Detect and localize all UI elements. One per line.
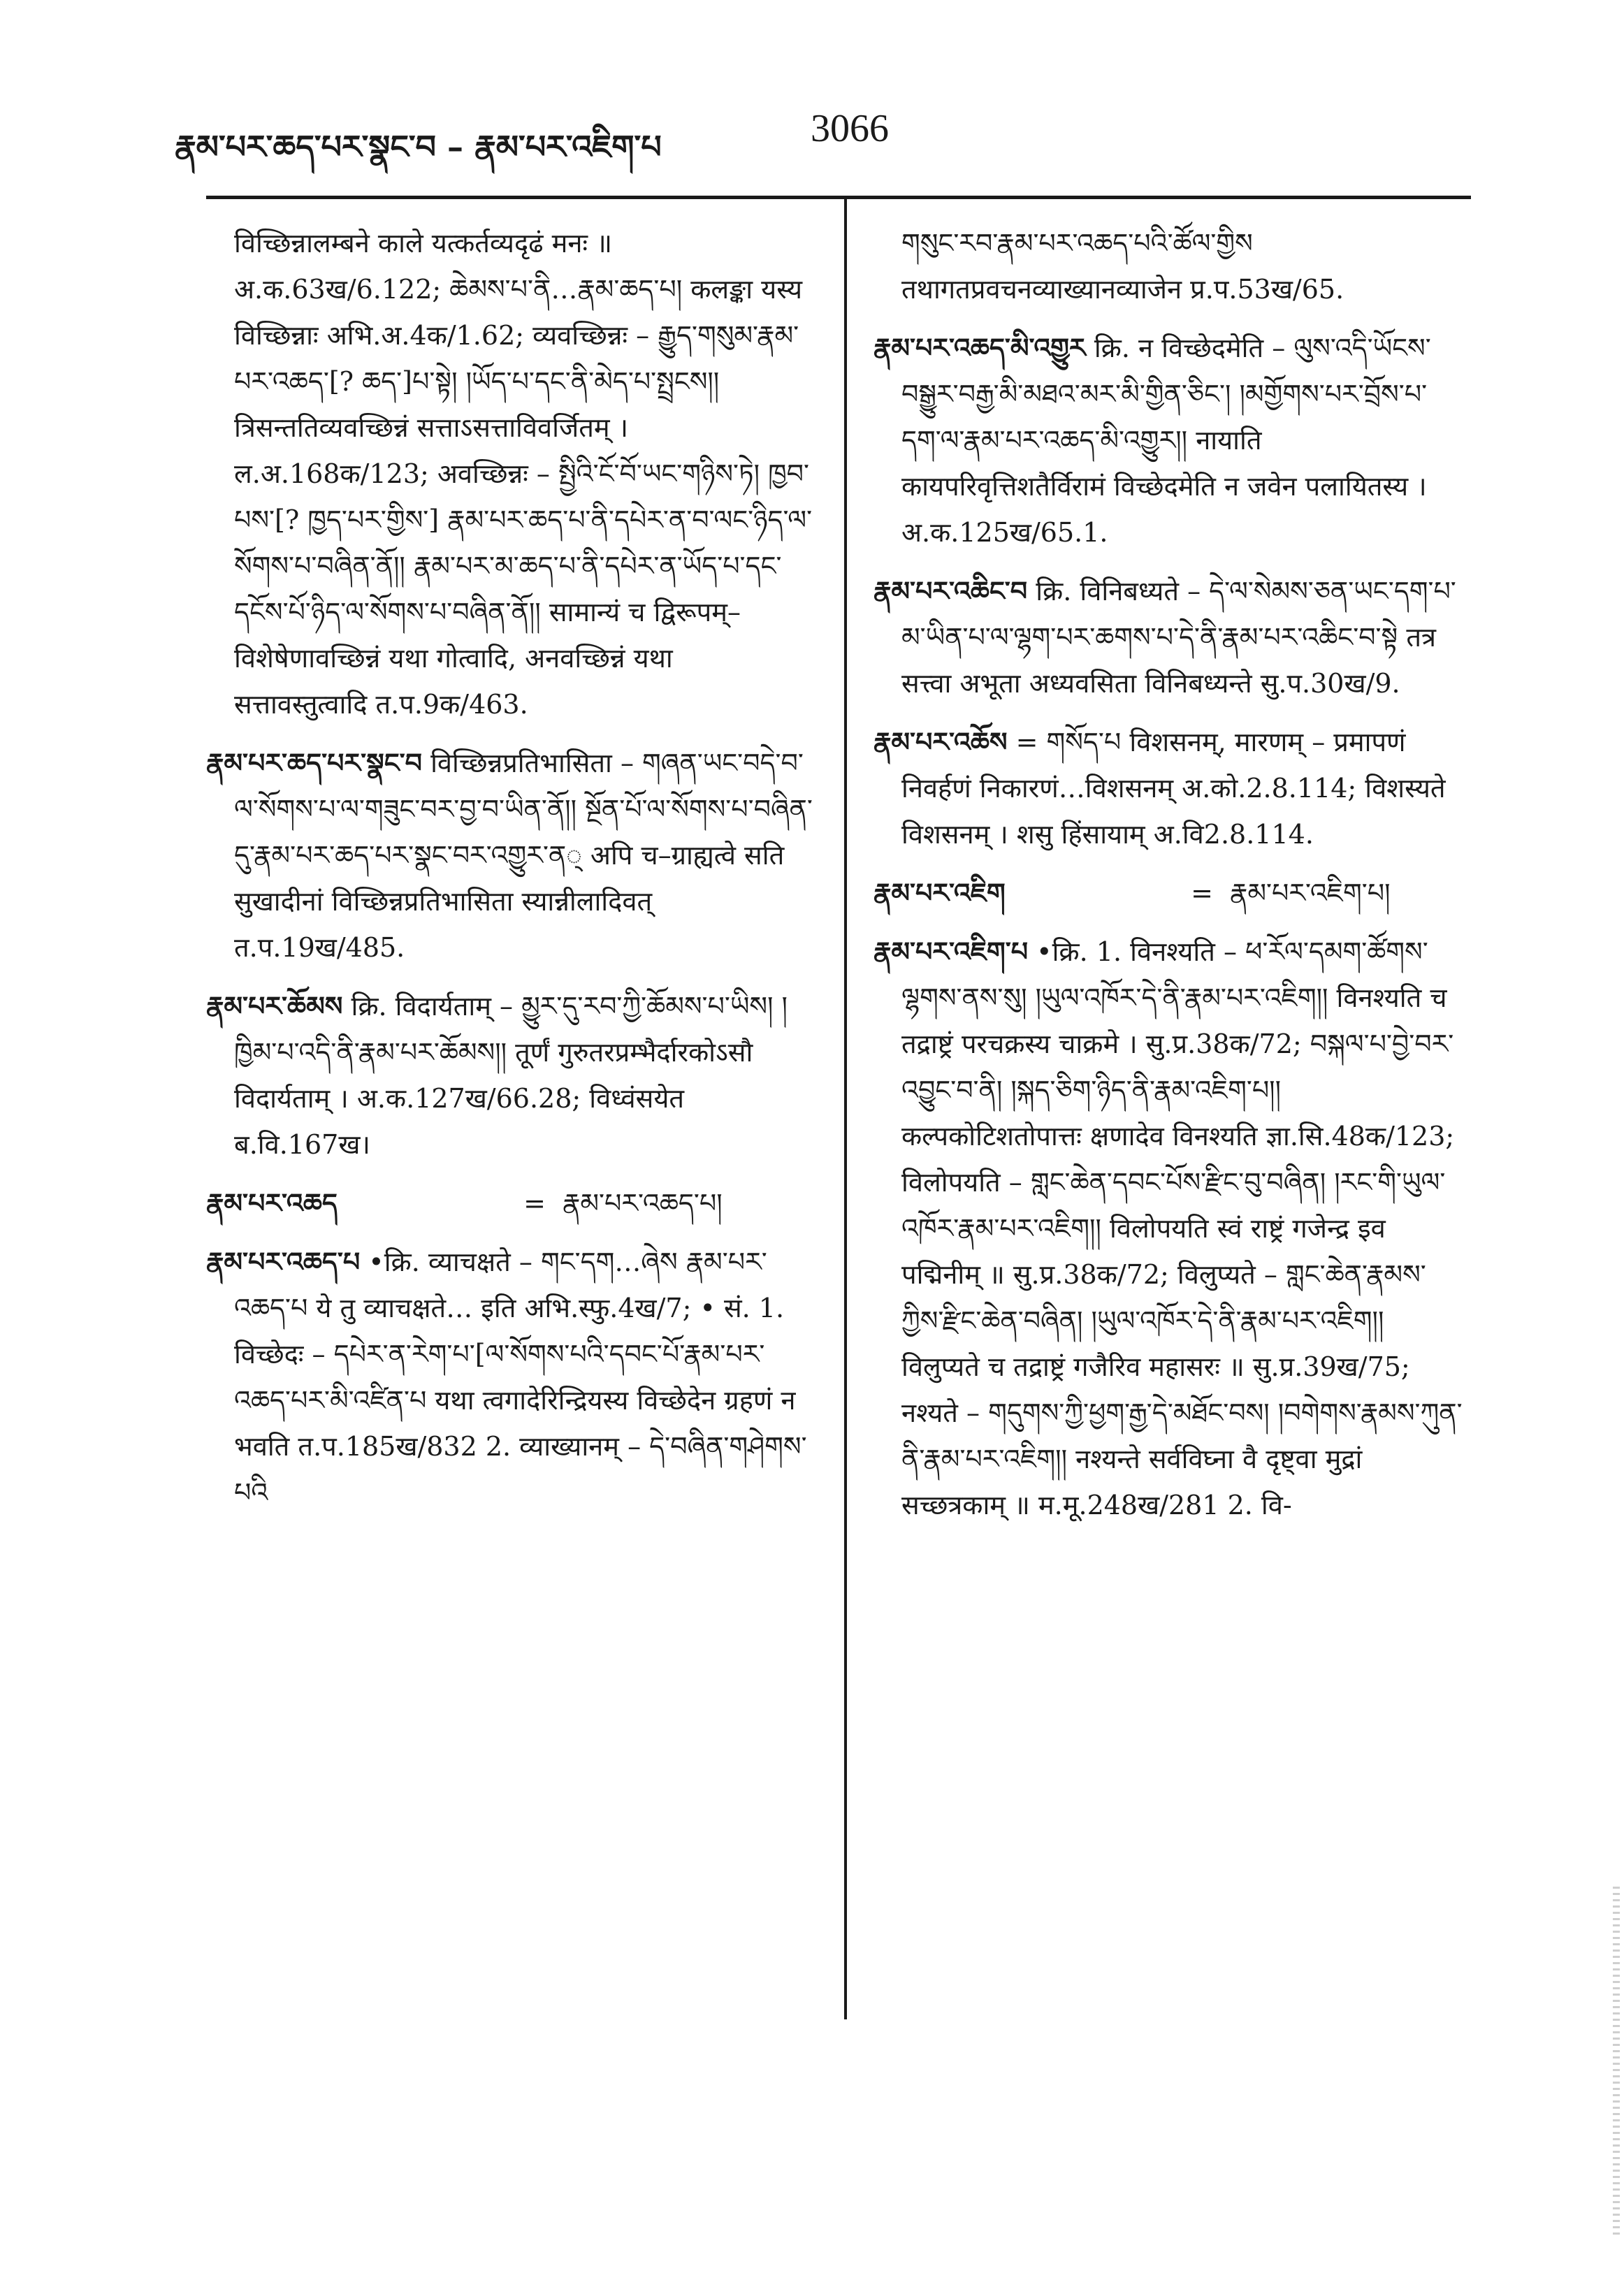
headword: རྣམ་པར་ཆོམས <box>206 990 343 1022</box>
entry-body: क्रि. विदार्यताम् – མྱུར་དུ་རབ་ཀྱི་ཆོམས་པ་ཡིས། །ཁྱིམ་པ་འདི་ནི་རྣམ་པར་ཆོམས།། तूर्णं गुरुतरप्रम्भैर्दारकोऽसौ विदार्यताम् । अ.क.127ख/66.28; विध्वंसयेत ब.वि.167ख। <box>234 991 788 1160</box>
equals-sign: = <box>523 1188 546 1219</box>
entry-body: གསུང་རབ་རྣམ་པར་འཆད་པའི་ཚོལ་གྱིས तथागतप्रवचनव्याख्यानव्याजेन प्र.प.53ख/65. <box>901 228 1344 305</box>
right-column <box>873 220 1464 2065</box>
headword: རྣམ་པར་འཇིག <box>873 877 1006 908</box>
dictionary-entry <box>873 719 1464 857</box>
equals-sign: = <box>1191 878 1213 908</box>
headword: རྣམ་པར་འཆད་པ <box>206 1246 361 1277</box>
entry-body: = གསོད་པ विशसनम्, मारणम् – प्रमापणं निवर्हणं निकारणं…विशसनम् अ.को.2.8.114; विशस्यते विशसनम् । शसु हिंसायाम् अ.वि2.8.114. <box>901 727 1446 850</box>
cross-reference-entry <box>206 1180 814 1226</box>
dictionary-entry <box>206 983 814 1168</box>
header-entry-range: རྣམ་པར་ཆད་པར་སྣང་བ – རྣམ་པར་འཇིག་པ <box>175 128 662 166</box>
header-rule <box>206 196 1471 199</box>
dictionary-entry <box>206 1239 814 1516</box>
continued-entry <box>873 220 1464 312</box>
headword: རྣམ་པར་ཆད་པར་སྣང་བ <box>206 747 422 778</box>
headword: རྣམ་པར་འཆིང་བ <box>873 575 1028 607</box>
headword: རྣམ་པར་འཆད <box>206 1187 338 1219</box>
dictionary-entry <box>206 740 814 971</box>
entry-body: क्रि. विनिबध्यते – དེ་ལ་སེམས་ཅན་ཡང་དག་པ་མ་ཡིན་པ་ལ་ལྷག་པར་ཆགས་པ་དེ་ནི་རྣམ་པར་འཆིང་བ་སྟེ तत्र सत्त्वा अभूता अध्यवसिता विनिबध्यन्ते सु.प.30ख/9. <box>901 576 1456 699</box>
reference-target: རྣམ་པར་འཇིག་པ། <box>1230 878 1391 908</box>
entry-body: विच्छिन्नप्रतिभासिता – གཞན་ཡང་བདེ་བ་ལ་སོགས་པ་ལ་གཟུང་བར་བྱ་བ་ཡིན་ནོ།། སྔོན་པོ་ལ་སོགས་པ་བཞིན་དུ་རྣམ་པར་ཆད་པར་སྣང་བར་འགྱུར་ན् अपि च–ग्राह्यत्वे सति सुखादीनां विच्छिन्नप्रतिभासिता स्यान्नीलादिवत् त.प.19ख/485. <box>234 748 813 963</box>
entry-body: क्रि. न विच्छेदमेति – ལུས་འདི་ཡོངས་བསྒྱུར་བརྒྱ་མི་མཐའ་མར་མི་གྱིན་ཅིང་། །མགྱོགས་པར་བྲོས་པ་དག་ལ་རྣམ་པར་འཆད་མི་འགྱུར།། नायाति कायपरिवृत्तिशतैर्विरामं विच्छेदमेति न जवेन पलायितस्य । अ.क.125ख/65.1. <box>901 333 1431 548</box>
continued-entry <box>206 220 814 727</box>
headword: རྣམ་པར་འཇིག་པ <box>873 936 1029 967</box>
headword: རྣམ་པར་འཆོས <box>873 726 1008 757</box>
dictionary-entry <box>873 325 1464 556</box>
entry-body: •क्रि. व्याचक्षते – གང་དག…ཞེས རྣམ་པར་འཆད་པ ये तु व्याचक्षते… इति अभि.स्फु.4ख/7; • सं. 1. विच्छेदः – དཔེར་ན་རེག་པ་[ལ་སོགས་པའི་དབང་པོ་རྣམ་པར་འཆད་པར་མི་འཛིན་པ यथा त्वगादेरिन्द्रियस्य विच्छेदेन ग्रहणं न भवति त.प.185ख/832 2. व्याख्यानम् – དེ་བཞིན་གཤེགས་པའི <box>234 1247 807 1508</box>
page-number: 3066 <box>811 107 889 150</box>
dictionary-entry <box>873 568 1464 706</box>
entry-body: विच्छिन्नालम्बने काले यत्कर्तव्यदृढं मनः ॥ अ.क.63ख/6.122; ཆེམས་པ་ནི…རྣམ་ཆད་པ། कलङ्का यस्य विच्छिन्नाः अभि.अ.4क/1.62; व्यवच्छिन्नः – རྒྱུད་གསུམ་རྣམ་པར་འཆད་[? ཆད་]པ་སྟེ། །ཡོད་པ་དང་ནི་མེད་པ་སྤྲངས།། त्रिसन्ततिव्यवच्छिन्नं सत्ताऽसत्ताविवर्जितम् । ल.अ.168क/123; अवच्छिन्नः – སྤྱིའི་ངོ་བོ་ཡང་གཉིས་ཏེ། ཁྱབ་པས་[? ཁྱད་པར་གྱིས་] རྣམ་པར་ཆད་པ་ནི་དཔེར་ན་བ་ལང་ཉིད་ལ་སོགས་པ་བཞིན་ནོ།། རྣམ་པར་མ་ཆད་པ་ནི་དཔེར་ན་ཡོད་པ་དང་དངོས་པོ་ཉིད་ལ་སོགས་པ་བཞིན་ནོ།། सामान्यं च द्विरूपम्–विशेषेणावच्छिन्नं यथा गोत्वादि, अनवच्छिन्नं यथा सत्तावस्तुत्वादि त.प.9क/463. <box>234 228 813 720</box>
headword: རྣམ་པར་འཆད་མི་འགྱུར <box>873 332 1086 363</box>
dictionary-entry <box>873 929 1464 1528</box>
page-header <box>161 105 1488 168</box>
reference-target: རྣམ་པར་འཆད་པ། <box>563 1188 723 1219</box>
scan-edge-artifact <box>1613 1887 1620 2236</box>
cross-reference-entry <box>873 870 1464 916</box>
entry-body: •क्रि. 1. विनश्यति – ཕ་རོལ་དམག་ཚོགས་ལྷགས་ནས་སུ། །ཡུལ་འཁོར་དེ་ནི་རྣམ་པར་འཇིག།། विनश्यति च तद्राष्ट्रं परचक्रस्य चाक्रमे । सु.प्र.38क/72; བསྐལ་པ་བྱེ་བར་འབྱུང་བ་ནི། །སྐད་ཅིག་ཉིད་ནི་རྣམ་འཇིག་པ།། कल्पकोटिशतोपात्तः क्षणादेव विनश्यति ज्ञा.सि.48क/123; विलोपयति – གླང་ཆེན་དབང་པོས་རྫིང་བུ་བཞིན། །རང་གི་ཡུལ་འཁོར་རྣམ་པར་འཇིག།། विलोपयति स्वं राष्ट्रं गजेन्द्र इव पद्मिनीम् ॥ सु.प्र.38क/72; विलुप्यते – གླང་ཆེན་རྣམས་ཀྱིས་རྫིང་ཆེན་བཞིན། །ཡུལ་འཁོར་དེ་ནི་རྣམ་པར་འཇིག།། विलुप्यते च तद्राष्ट्रं गजैरिव महासरः ॥ सु.प्र.39ख/75; नश्यते – གདུགས་ཀྱི་ཕྱག་རྒྱ་དེ་མཐོང་བས། །བགེགས་རྣམས་ཀུན་ནི་རྣམ་པར་འཇིག།། नश्यन्ते सर्वविघ्ना वै दृष्ट्वा मुद्रां सच्छत्रकाम् ॥ म.मू.248ख/281 2. वि- <box>901 936 1463 1520</box>
column-divider <box>844 196 847 2019</box>
left-column <box>206 220 814 2065</box>
